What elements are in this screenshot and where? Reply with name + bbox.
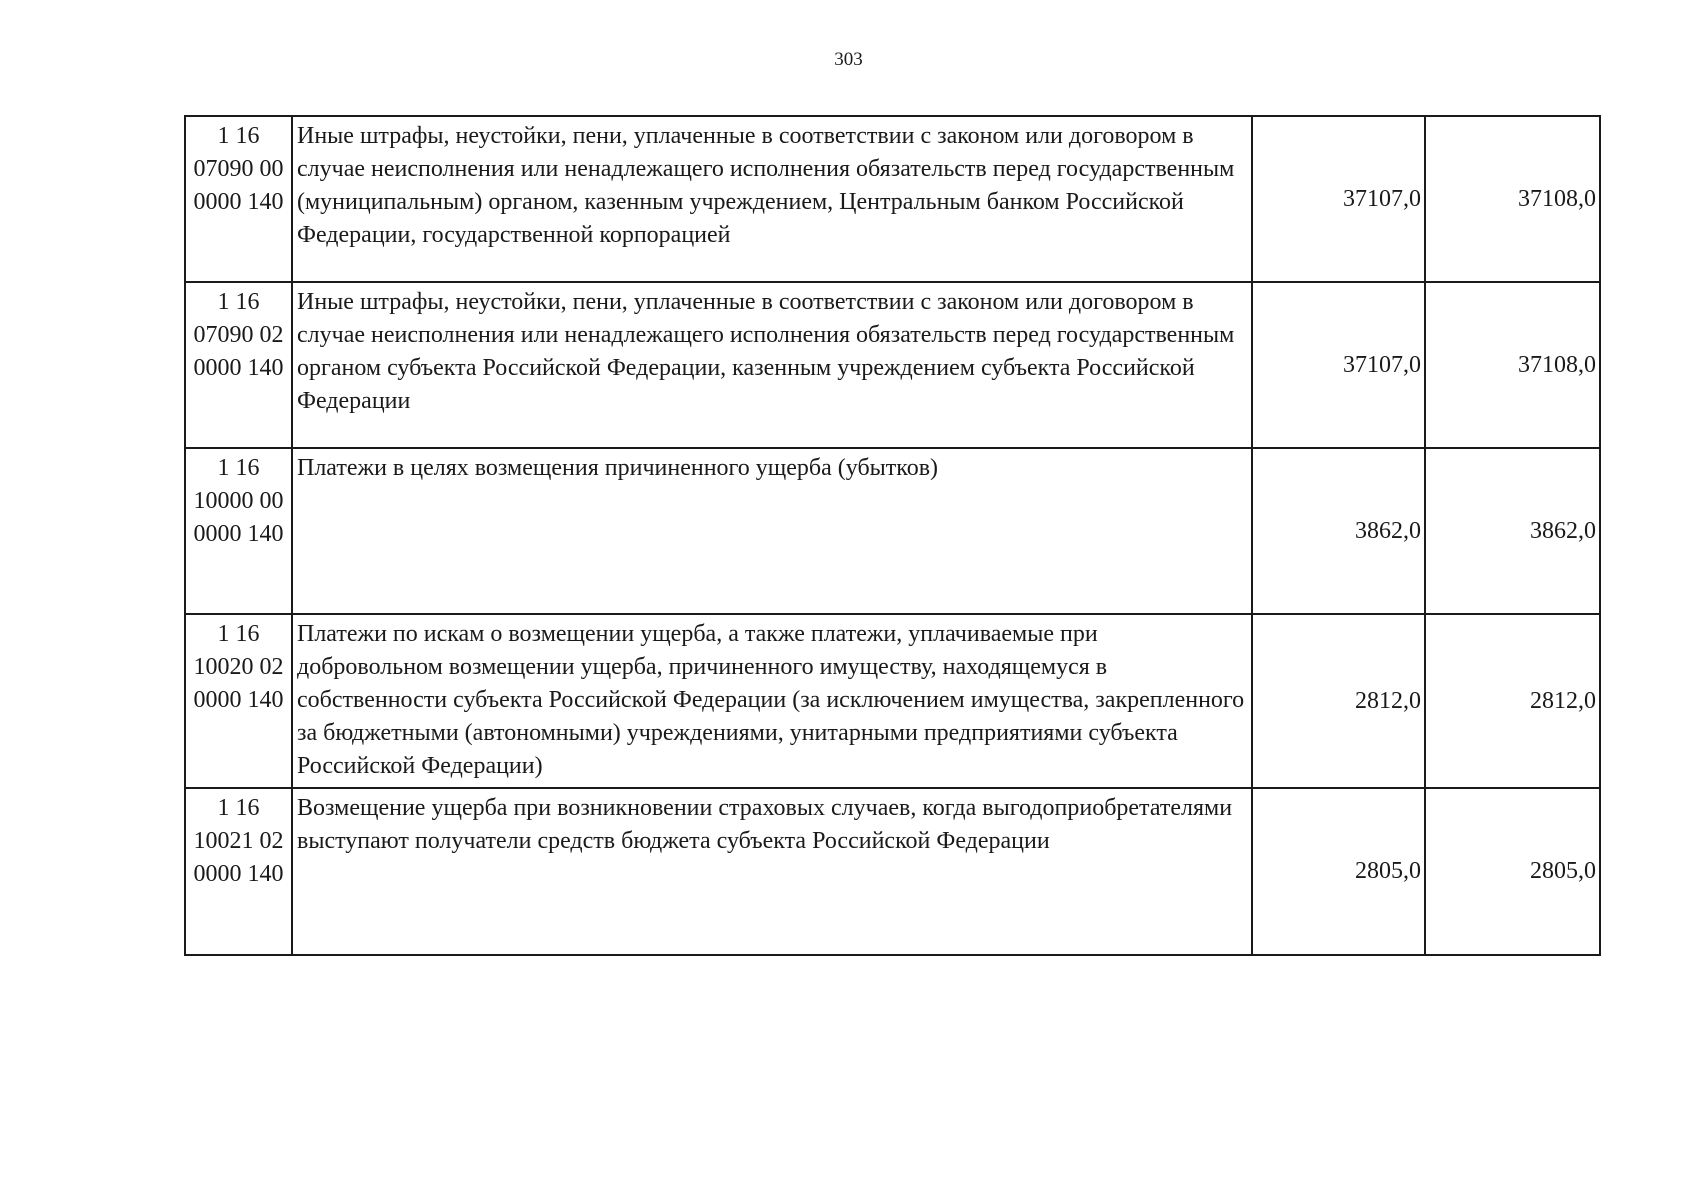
budget-code-cell bbox=[185, 116, 292, 282]
revenue-name-cell: Иные штрафы, неустойки, пени, уплаченные в соответствии с законом или договором в случае неисполнения или ненадлежащего исполнения обязательств перед государственным органом субъекта Российской Федерации, казенным учреждением субъекта Российской Федерации bbox=[292, 282, 1252, 448]
table-row bbox=[185, 788, 1600, 955]
budget-code-line: 07090 00 bbox=[193, 156, 284, 182]
value-cell-year2: 2805,0 bbox=[1425, 788, 1600, 955]
budget-code-line: 0000 140 bbox=[193, 189, 284, 215]
budget-code-line: 07090 02 bbox=[193, 322, 284, 348]
revenue-name-cell: Платежи в целях возмещения причиненного ущерба (убытков) bbox=[292, 448, 1252, 614]
value-cell-year2: 2812,0 bbox=[1425, 614, 1600, 788]
budget-code-cell bbox=[185, 788, 292, 955]
budget-code-line: 0000 140 bbox=[193, 861, 284, 887]
page-number: 303 bbox=[834, 49, 863, 70]
revenue-name-cell: Платежи по искам о возмещении ущерба, а также платежи, уплачиваемые при добровольном возмещении ущерба, причиненного имуществу, находящемуся в собственности субъекта Российской Федерации (за исключением имущества, закрепленного за бюджетными (автономными) учреждениями, унитарными предприятиями субъекта Российской Федерации) bbox=[292, 614, 1252, 788]
value-cell-year1: 37107,0 bbox=[1252, 116, 1425, 282]
budget-code-cell bbox=[185, 282, 292, 448]
table-row bbox=[185, 116, 1600, 282]
budget-code-line: 0000 140 bbox=[193, 355, 284, 381]
budget-code-line: 0000 140 bbox=[193, 521, 284, 547]
budget-code-line: 10020 02 bbox=[193, 654, 284, 680]
revenue-name-cell: Иные штрафы, неустойки, пени, уплаченные в соответствии с законом или договором в случае неисполнения или ненадлежащего исполнения обязательств перед государственным (муниципальным) органом, казенным учреждением, Центральным банком Российской Федерации, государственной корпорацией bbox=[292, 116, 1252, 282]
value-cell-year1: 3862,0 bbox=[1252, 448, 1425, 614]
budget-code-line: 1 16 bbox=[217, 123, 260, 149]
budget-code-line: 10021 02 bbox=[193, 828, 284, 854]
table-row bbox=[185, 448, 1600, 614]
value-cell-year2: 37108,0 bbox=[1425, 282, 1600, 448]
revenue-name-cell: Возмещение ущерба при возникновении страховых случаев, когда выгодоприобретателями выступают получатели средств бюджета субъекта Российской Федерации bbox=[292, 788, 1252, 955]
budget-revenue-table bbox=[184, 115, 1601, 956]
budget-code-line: 1 16 bbox=[217, 795, 260, 821]
value-cell-year2: 37108,0 bbox=[1425, 116, 1600, 282]
value-cell-year1: 37107,0 bbox=[1252, 282, 1425, 448]
value-cell-year2: 3862,0 bbox=[1425, 448, 1600, 614]
budget-code-line: 1 16 bbox=[217, 289, 260, 315]
budget-code-line: 0000 140 bbox=[193, 687, 284, 713]
table-row bbox=[185, 614, 1600, 788]
budget-code-line: 1 16 bbox=[217, 455, 260, 481]
table-row bbox=[185, 282, 1600, 448]
budget-code-cell bbox=[185, 448, 292, 614]
value-cell-year1: 2812,0 bbox=[1252, 614, 1425, 788]
budget-code-cell bbox=[185, 614, 292, 788]
budget-code-line: 1 16 bbox=[217, 621, 260, 647]
value-cell-year1: 2805,0 bbox=[1252, 788, 1425, 955]
budget-code-line: 10000 00 bbox=[193, 488, 284, 514]
